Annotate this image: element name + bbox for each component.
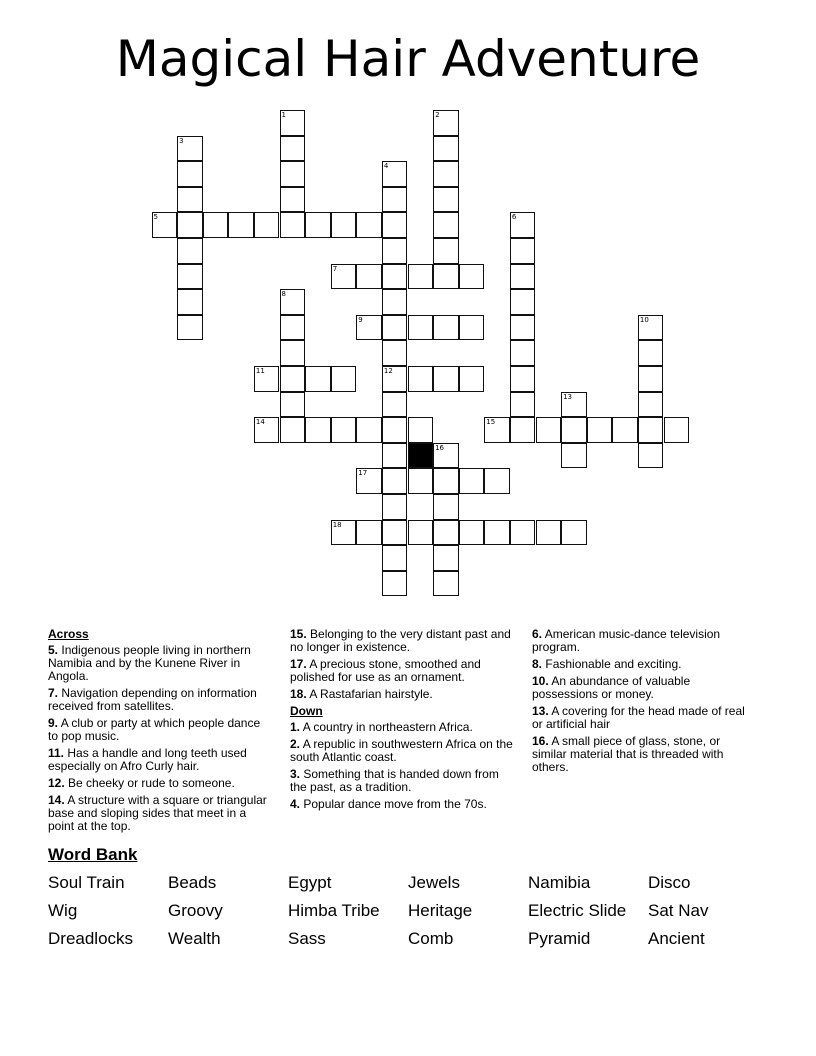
grid-cell[interactable] <box>433 264 459 290</box>
clue-across-7: 7. Navigation depending on information received from satellites. <box>48 686 257 713</box>
clue-across-12: 12. Be cheeky or rude to someone. <box>48 776 235 790</box>
clues-column-1 <box>48 628 272 837</box>
grid-cell[interactable] <box>177 315 203 341</box>
grid-cell[interactable] <box>587 417 613 443</box>
clue-across-5: 5. Indigenous people living in northern Namibia and by the Kunene River in Angola. <box>48 643 251 683</box>
grid-cell[interactable] <box>177 264 203 290</box>
grid-cell[interactable] <box>356 520 382 546</box>
grid-cell[interactable] <box>228 212 254 238</box>
clue-across-18: 18. A Rastafarian hairstyle. <box>290 687 433 701</box>
grid-cell[interactable] <box>382 443 408 469</box>
grid-number: 6 <box>511 213 517 222</box>
word-bank-item: Comb <box>408 929 454 948</box>
grid-cell[interactable] <box>382 212 408 238</box>
grid-cell[interactable] <box>536 520 562 546</box>
grid-cell[interactable] <box>382 238 408 264</box>
grid-cell[interactable] <box>459 468 485 494</box>
grid-cell[interactable] <box>510 366 536 392</box>
grid-black-cell <box>408 443 434 469</box>
grid-cell[interactable] <box>433 520 459 546</box>
grid-number: 8 <box>281 290 286 299</box>
clue-down-8: 8. Fashionable and exciting. <box>532 657 682 671</box>
grid-cell[interactable] <box>459 366 485 392</box>
grid-cell[interactable] <box>510 392 536 418</box>
grid-cell[interactable] <box>280 212 306 238</box>
grid-cell[interactable] <box>177 187 203 213</box>
grid-cell[interactable] <box>510 264 536 290</box>
grid-cell[interactable] <box>408 264 434 290</box>
grid-cell[interactable] <box>510 417 536 443</box>
grid-number: 14 <box>255 418 265 427</box>
grid-cell[interactable] <box>561 520 587 546</box>
grid-cell[interactable] <box>459 264 485 290</box>
grid-number: 15 <box>486 418 496 427</box>
clue-down-16: 16. A small piece of glass, stone, or similar material that is threaded with others. <box>532 734 724 774</box>
word-bank-item: Electric Slide <box>528 901 627 920</box>
grid-cell[interactable] <box>433 315 459 341</box>
grid-cell[interactable] <box>177 212 203 238</box>
grid-number: 11 <box>255 367 265 375</box>
grid-cell[interactable] <box>459 315 485 341</box>
grid-cell[interactable] <box>536 417 562 443</box>
grid-cell[interactable] <box>561 443 587 469</box>
grid-number: 12 <box>383 367 393 375</box>
grid-cell[interactable] <box>177 161 203 187</box>
grid-number: 16 <box>435 443 445 452</box>
word-bank-item: Sass <box>288 929 326 948</box>
grid-number: 17 <box>358 469 368 478</box>
grid-cell[interactable] <box>408 366 434 392</box>
word-bank-item: Beads <box>168 873 217 892</box>
grid-cell[interactable] <box>280 161 306 187</box>
word-bank-title: Word Bank <box>48 845 138 864</box>
clue-across-14: 14. A structure with a square or triangular base and sloping sides that meet in a point at the top. <box>48 793 267 833</box>
grid-cell[interactable] <box>331 212 357 238</box>
clue-across-17: 17. A precious stone, smoothed and polished for use as an ornament. <box>290 657 481 684</box>
grid-cell[interactable] <box>433 468 459 494</box>
grid-cell[interactable] <box>484 520 510 546</box>
grid-cell[interactable] <box>382 264 408 290</box>
grid-cell[interactable] <box>280 340 306 366</box>
grid-cell[interactable] <box>638 417 664 443</box>
grid-cell[interactable] <box>638 392 664 418</box>
grid-cell[interactable] <box>433 212 459 238</box>
grid-number: 5 <box>153 213 158 222</box>
word-bank-item: Himba Tribe <box>288 901 380 920</box>
grid-cell[interactable] <box>612 417 638 443</box>
clue-down-13: 13. A covering for the head made of real or artificial hair <box>532 704 745 731</box>
clues-column-2 <box>290 628 514 815</box>
grid-cell[interactable] <box>433 161 459 187</box>
word-bank-item: Pyramid <box>528 929 591 948</box>
grid-cell[interactable] <box>356 212 382 238</box>
grid-cell[interactable] <box>280 187 306 213</box>
grid-cell[interactable] <box>382 545 408 571</box>
grid-cell[interactable] <box>305 366 331 392</box>
grid-cell[interactable] <box>510 340 536 366</box>
grid-cell[interactable] <box>280 417 306 443</box>
grid-cell[interactable] <box>408 468 434 494</box>
grid-number: 4 <box>383 162 389 171</box>
grid-cell[interactable] <box>561 417 587 443</box>
word-bank-item: Heritage <box>408 901 473 920</box>
grid-cell[interactable] <box>382 340 408 366</box>
grid-number: 7 <box>332 264 338 273</box>
word-bank-item: Soul Train <box>48 873 125 892</box>
grid-cell[interactable] <box>638 366 664 392</box>
grid-cell[interactable] <box>356 264 382 290</box>
grid-cell[interactable] <box>305 212 331 238</box>
grid-number: 10 <box>639 315 649 324</box>
grid-number: 2 <box>435 111 440 119</box>
grid-cell[interactable] <box>638 340 664 366</box>
grid-cell[interactable] <box>484 468 510 494</box>
grid-cell[interactable] <box>280 392 306 418</box>
grid-cell[interactable] <box>280 315 306 341</box>
grid-cell[interactable] <box>510 315 536 341</box>
grid-cell[interactable] <box>433 494 459 520</box>
grid-cell[interactable] <box>408 520 434 546</box>
word-bank-item: Egypt <box>288 873 332 892</box>
grid-cell[interactable] <box>305 417 331 443</box>
word-bank-item: Jewels <box>408 873 460 892</box>
grid-cell[interactable] <box>382 468 408 494</box>
grid-cell[interactable] <box>510 238 536 264</box>
grid-number: 9 <box>358 315 363 324</box>
grid-cell[interactable] <box>177 289 203 315</box>
grid-cell[interactable] <box>408 315 434 341</box>
clue-down-6: 6. American music-dance television program. <box>532 627 721 654</box>
grid-cell[interactable] <box>356 417 382 443</box>
grid-cell[interactable] <box>433 136 459 162</box>
clue-down-3: 3. Something that is handed down from the past, as a tradition. <box>290 767 499 794</box>
page-title: Magical Hair Adventure <box>115 30 701 88</box>
grid-cell[interactable] <box>382 315 408 341</box>
grid-cell[interactable] <box>382 187 408 213</box>
grid-number: 1 <box>281 111 286 119</box>
grid-cell[interactable] <box>433 187 459 213</box>
grid-cell[interactable] <box>331 366 357 392</box>
grid-cell[interactable] <box>459 520 485 546</box>
grid-cell[interactable] <box>280 136 306 162</box>
grid-cell[interactable] <box>382 494 408 520</box>
grid-cell[interactable] <box>664 417 690 443</box>
grid-cell[interactable] <box>433 238 459 264</box>
grid-cell[interactable] <box>408 417 434 443</box>
grid-cell[interactable] <box>382 417 408 443</box>
grid-cell[interactable] <box>382 520 408 546</box>
grid-cell[interactable] <box>280 366 306 392</box>
word-bank-item: Dreadlocks <box>48 929 134 948</box>
grid-number: 18 <box>332 520 342 529</box>
clue-down-1: 1. A country in northeastern Africa. <box>290 720 473 734</box>
grid-cell[interactable] <box>382 289 408 315</box>
clue-across-11: 11. Has a handle and long teeth used especially on Afro Curly hair. <box>48 746 247 773</box>
grid-cell[interactable] <box>510 289 536 315</box>
clues-column-3 <box>532 628 756 778</box>
word-bank-item: Namibia <box>528 873 591 892</box>
word-bank-item: Wealth <box>168 929 221 948</box>
grid-number: 3 <box>179 136 184 145</box>
down-heading: Down <box>290 704 323 718</box>
clue-down-10: 10. An abundance of valuable possessions or money. <box>532 674 691 701</box>
word-bank-item: Disco <box>648 873 691 892</box>
word-bank-item: Wig <box>48 901 78 920</box>
grid-cell[interactable] <box>382 392 408 418</box>
across-heading: Across <box>48 627 89 641</box>
clue-down-2: 2. A republic in southwestern Africa on the south Atlantic coast. <box>290 737 513 764</box>
clue-across-9: 9. A club or party at which people dance to pop music. <box>48 716 261 743</box>
grid-number: 13 <box>563 392 573 401</box>
grid-cell[interactable] <box>433 366 459 392</box>
grid-cell[interactable] <box>510 520 536 546</box>
word-bank-item: Groovy <box>168 901 223 920</box>
grid-cell[interactable] <box>638 443 664 469</box>
grid-cell[interactable] <box>433 545 459 571</box>
grid-cell[interactable] <box>254 212 280 238</box>
word-bank-item: Sat Nav <box>648 901 709 920</box>
grid-cell[interactable] <box>433 571 459 597</box>
word-bank-item: Ancient <box>648 929 705 948</box>
grid-cell[interactable] <box>331 417 357 443</box>
grid-cell[interactable] <box>203 212 229 238</box>
clue-down-4: 4. Popular dance move from the 70s. <box>290 797 487 811</box>
clue-across-15: 15. Belonging to the very distant past and no longer in existence. <box>290 627 511 654</box>
grid-cell[interactable] <box>382 571 408 597</box>
grid-cell[interactable] <box>177 238 203 264</box>
